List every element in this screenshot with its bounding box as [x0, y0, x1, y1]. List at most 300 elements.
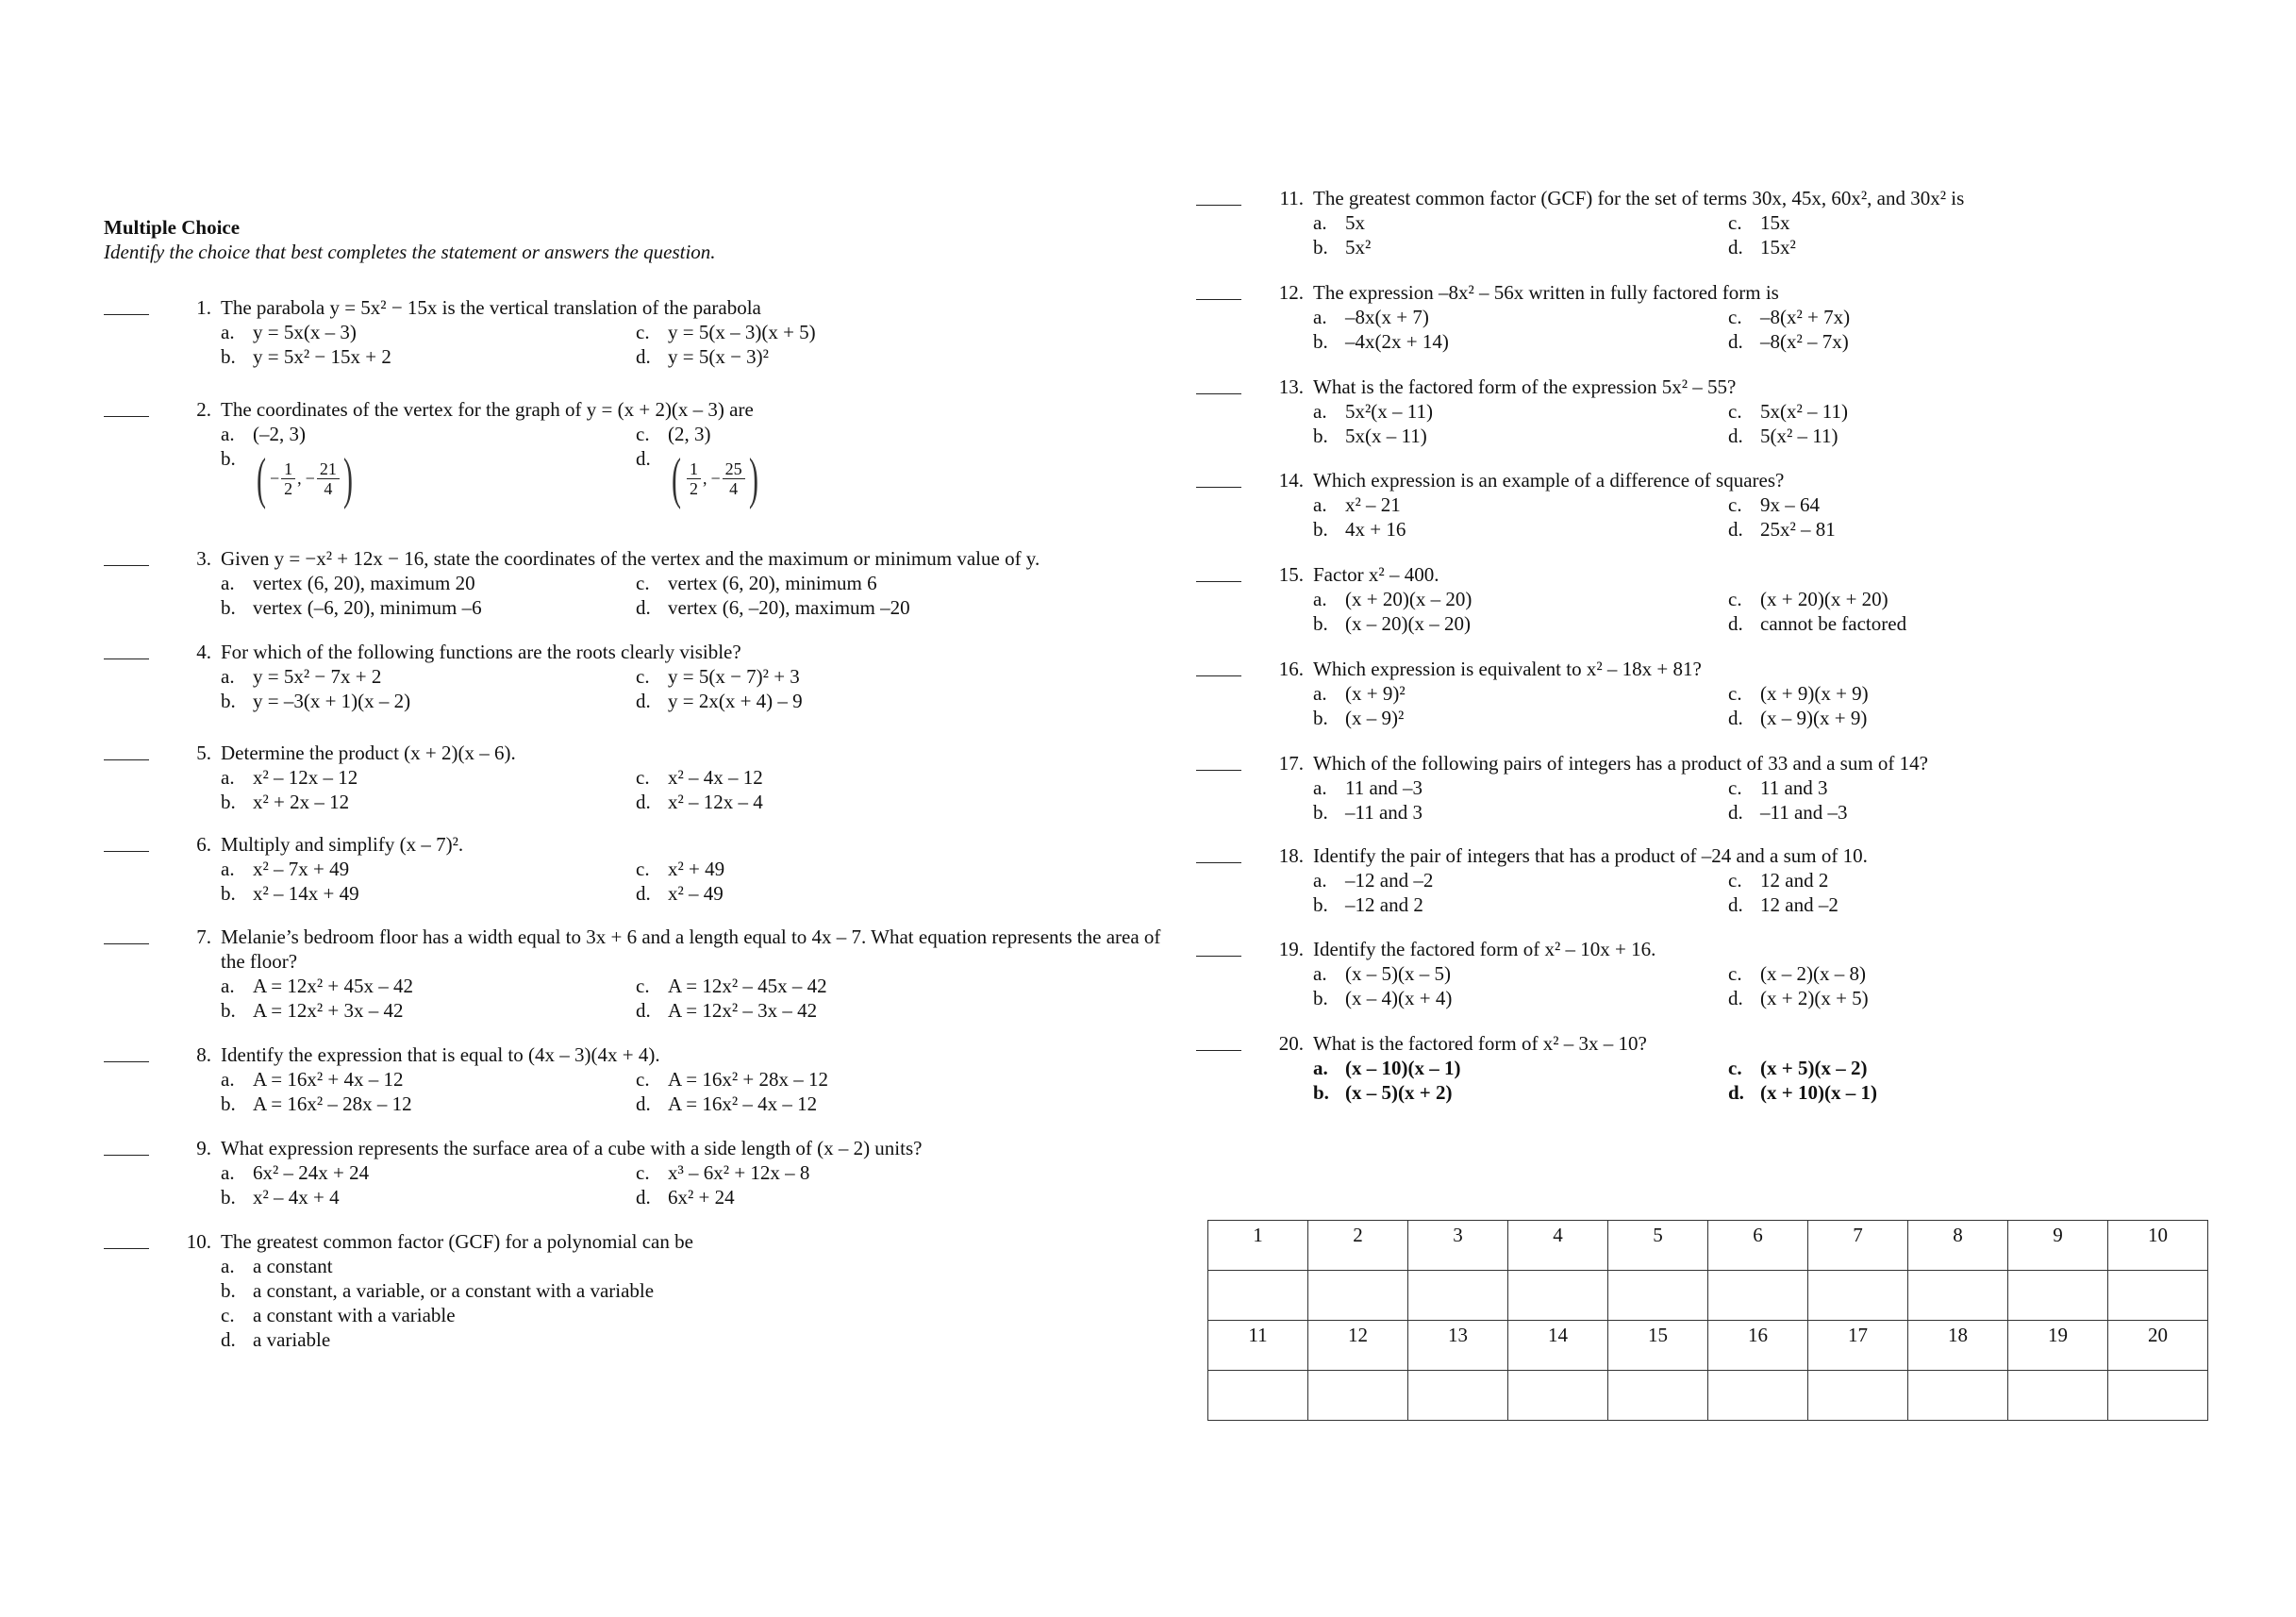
option-letter: a. — [1313, 588, 1327, 610]
question-number: 5. — [196, 742, 211, 764]
option-letter: d. — [1728, 236, 1743, 258]
question-12 — [1196, 280, 2243, 354]
option-letter: c. — [636, 572, 650, 594]
option-text: A = 12x² – 45x – 42 — [668, 975, 827, 997]
answer-blank[interactable] — [104, 759, 149, 760]
question-stem: Identify the factored form of x² – 10x + 16. — [1313, 938, 1656, 960]
options — [1304, 775, 2243, 825]
options — [211, 320, 1151, 369]
option[interactable] — [221, 344, 636, 369]
vertex-fraction: ( 1 2 , − $\frac{25}{4}$ ) — [672, 447, 758, 509]
option-letter: d. — [1728, 612, 1743, 635]
answer-blank[interactable] — [104, 851, 149, 852]
option-letter: a. — [1313, 493, 1327, 516]
option[interactable] — [1313, 305, 1728, 329]
option-letter: a. — [221, 1161, 235, 1184]
grid-number-cell: 18 — [1908, 1321, 2008, 1371]
option[interactable] — [1313, 961, 1728, 986]
grid-answer-cell[interactable] — [1808, 1371, 1908, 1421]
option[interactable] — [636, 1185, 1164, 1209]
options — [211, 857, 1151, 906]
option[interactable] — [1728, 1056, 2256, 1080]
option[interactable] — [636, 689, 1164, 713]
answer-blank[interactable] — [1196, 1050, 1241, 1051]
grid-answer-cell[interactable] — [1908, 1271, 2008, 1321]
question-14 — [1196, 468, 2243, 542]
option-letter: b. — [221, 690, 236, 712]
option[interactable] — [221, 571, 636, 595]
option[interactable] — [1728, 424, 2256, 448]
answer-blank[interactable] — [1196, 862, 1241, 863]
option[interactable] — [1728, 399, 2256, 424]
option-letter: b. — [1313, 893, 1328, 916]
answer-blank[interactable] — [104, 943, 149, 944]
option-letter: c. — [636, 975, 650, 997]
grid-number-cell: 13 — [1408, 1321, 1508, 1371]
answer-blank[interactable] — [104, 1248, 149, 1249]
option-text: (x – 2)(x – 8) — [1760, 962, 1866, 985]
question-stem: The expression –8x² – 56x written in fully factored form is — [1313, 281, 1779, 304]
option-letter: a. — [1313, 776, 1327, 799]
option[interactable] — [221, 881, 636, 906]
option-text: cannot be factored — [1760, 612, 1907, 635]
grid-number-cell: 1 — [1208, 1221, 1308, 1271]
grid-answer-cell[interactable] — [2108, 1271, 2208, 1321]
option[interactable] — [636, 1160, 1164, 1185]
option-text: vertex (6, –20), maximum –20 — [668, 596, 910, 619]
option[interactable] — [1313, 424, 1728, 448]
option[interactable] — [221, 320, 636, 344]
grid-number-cell: 10 — [2108, 1221, 2208, 1271]
answer-blank[interactable] — [104, 1155, 149, 1156]
question-8 — [104, 1042, 1151, 1116]
grid-answer-cell[interactable] — [1308, 1271, 1408, 1321]
option-letter: b. — [221, 447, 236, 470]
answer-blank[interactable] — [1196, 393, 1241, 394]
option-letter: c. — [1728, 588, 1742, 610]
option-letter: b. — [221, 596, 236, 619]
option-letter: d. — [1728, 425, 1743, 447]
option-text: A = 16x² – 4x – 12 — [668, 1092, 818, 1115]
grid-number-cell: 12 — [1308, 1321, 1408, 1371]
question-number: 7. — [196, 925, 211, 948]
answer-blank[interactable] — [1196, 487, 1241, 488]
option[interactable] — [221, 1327, 1164, 1352]
option-text: 4x + 16 — [1345, 518, 1406, 541]
option-letter: c. — [636, 1068, 650, 1091]
option[interactable] — [636, 998, 1164, 1023]
option[interactable] — [1728, 1080, 2256, 1105]
options — [211, 1160, 1151, 1209]
option[interactable] — [221, 422, 636, 446]
option[interactable] — [1728, 706, 2256, 730]
option-text: A = 12x² + 45x – 42 — [253, 975, 413, 997]
option[interactable] — [1728, 892, 2256, 917]
option[interactable] — [221, 974, 636, 998]
option-letter: d. — [221, 1328, 236, 1351]
option-text: y = 5x² − 7x + 2 — [253, 665, 382, 688]
grid-answer-cell[interactable] — [1708, 1371, 1808, 1421]
answer-blank[interactable] — [1196, 581, 1241, 582]
option[interactable] — [1313, 986, 1728, 1010]
option[interactable] — [1313, 611, 1728, 636]
option-text: –8(x² + 7x) — [1760, 306, 1851, 328]
option[interactable] — [221, 446, 636, 510]
option[interactable] — [221, 595, 636, 620]
option[interactable] — [636, 571, 1164, 595]
option[interactable] — [1313, 706, 1728, 730]
question-stem: Given y = −x² + 12x − 16, state the coordinates of the vertex and the maximum or minimum value of y. — [221, 547, 1040, 570]
option-letter: b. — [1313, 236, 1328, 258]
option[interactable] — [636, 1092, 1164, 1116]
option[interactable] — [636, 422, 1164, 446]
option[interactable] — [1313, 492, 1728, 517]
option-text: (x – 20)(x – 20) — [1345, 612, 1471, 635]
option[interactable] — [221, 1092, 636, 1116]
option-text: x² – 7x + 49 — [253, 858, 350, 880]
option[interactable] — [221, 1303, 1164, 1327]
option-letter: a. — [1313, 400, 1327, 423]
option[interactable] — [1728, 329, 2256, 354]
option[interactable] — [1313, 210, 1728, 235]
question-2 — [104, 397, 1151, 510]
option[interactable] — [221, 664, 636, 689]
grid-answer-cell[interactable] — [1508, 1271, 1608, 1321]
answer-blank[interactable] — [104, 565, 149, 566]
option-letter: c. — [1728, 306, 1742, 328]
grid-answer-cell[interactable] — [1608, 1271, 1708, 1321]
option[interactable] — [221, 1254, 1164, 1278]
question-stem: Melanie’s bedroom floor has a width equal to 3x + 6 and a length equal to 4x – 7. What equation represents the area of the floor? — [221, 925, 1161, 973]
question-3 — [104, 546, 1151, 620]
answer-blank[interactable] — [104, 314, 149, 315]
option-text: 5x²(x – 11) — [1345, 400, 1434, 423]
option-letter: d. — [1728, 1081, 1744, 1104]
option[interactable] — [636, 664, 1164, 689]
option-letter: a. — [1313, 869, 1327, 892]
option-text: A = 12x² + 3x – 42 — [253, 999, 404, 1022]
question-number: 11. — [1279, 187, 1304, 209]
option[interactable] — [1313, 681, 1728, 706]
grid-answer-cell[interactable] — [1408, 1271, 1508, 1321]
question-stem: Identify the pair of integers that has a product of –24 and a sum of 10. — [1313, 844, 1868, 867]
section-instructions: Identify the choice that best completes the statement or answers the question. — [104, 241, 716, 263]
question-number: 1. — [196, 296, 211, 319]
option-text: x² – 21 — [1345, 493, 1401, 516]
option-text: –12 and 2 — [1345, 893, 1423, 916]
grid-answer-cell[interactable] — [1208, 1271, 1308, 1321]
grid-answer-cell[interactable] — [1808, 1271, 1908, 1321]
option-text: (x – 5)(x – 5) — [1345, 962, 1451, 985]
question-stem: For which of the following functions are the roots clearly visible? — [221, 641, 741, 663]
question-stem: What is the factored form of the expression 5x² – 55? — [1313, 375, 1737, 398]
option-text: –12 and –2 — [1345, 869, 1434, 892]
option[interactable] — [1728, 305, 2256, 329]
option[interactable] — [221, 765, 636, 790]
option-letter: a. — [1313, 962, 1327, 985]
option-letter: c. — [1728, 400, 1742, 423]
option-letter: a. — [221, 423, 235, 445]
option-letter: a. — [1313, 682, 1327, 705]
option-text: (x + 9)(x + 9) — [1760, 682, 1869, 705]
option-letter: b. — [221, 1186, 236, 1209]
option-letter: b. — [1313, 518, 1328, 541]
option-text: 9x – 64 — [1760, 493, 1820, 516]
answer-blank[interactable] — [1196, 299, 1241, 300]
option[interactable] — [221, 857, 636, 881]
option-text: y = 5x² − 15x + 2 — [253, 345, 391, 368]
option[interactable] — [1728, 868, 2256, 892]
question-6 — [104, 832, 1151, 906]
question-stem: The parabola y = 5x² − 15x is the vertical translation of the parabola — [221, 296, 761, 319]
option[interactable] — [1313, 775, 1728, 800]
question-number: 4. — [196, 641, 211, 663]
option[interactable] — [636, 790, 1164, 814]
option[interactable] — [221, 1067, 636, 1092]
grid-number-cell: 2 — [1308, 1221, 1408, 1271]
question-stem: Which of the following pairs of integers has a product of 33 and a sum of 14? — [1313, 752, 1928, 775]
option[interactable] — [1313, 399, 1728, 424]
grid-answer-cell[interactable] — [1308, 1371, 1408, 1421]
question-11 — [1196, 186, 2243, 259]
option-letter: c. — [1728, 962, 1742, 985]
option-text: y = 2x(x + 4) – 9 — [668, 690, 803, 712]
option-text: a constant — [253, 1255, 333, 1277]
option[interactable] — [636, 320, 1164, 344]
option[interactable] — [1313, 587, 1728, 611]
grid-answer-cell[interactable] — [2008, 1371, 2108, 1421]
options — [1304, 961, 2243, 1010]
grid-answer-cell[interactable] — [1608, 1371, 1708, 1421]
answer-blank[interactable] — [1196, 205, 1241, 206]
options — [211, 1067, 1151, 1116]
option-text: 5x(x² – 11) — [1760, 400, 1849, 423]
grid-number-cell: 20 — [2108, 1321, 2208, 1371]
question-10 — [104, 1229, 1151, 1352]
option-text: y = 5x(x – 3) — [253, 321, 357, 343]
answer-blank[interactable] — [1196, 675, 1241, 676]
option-text: (x + 2)(x + 5) — [1760, 987, 1869, 1009]
option-text: 5x — [1345, 211, 1365, 234]
option-letter: a. — [221, 321, 235, 343]
option[interactable] — [1313, 235, 1728, 259]
options — [1304, 681, 2243, 730]
option-letter: a. — [1313, 211, 1327, 234]
grid-answer-cell[interactable] — [1408, 1371, 1508, 1421]
grid-answer-cell[interactable] — [1908, 1371, 2008, 1421]
option[interactable] — [1313, 329, 1728, 354]
option[interactable] — [221, 1278, 1164, 1303]
question-number: 2. — [196, 398, 211, 421]
answer-blank[interactable] — [104, 1061, 149, 1062]
grid-number-cell: 17 — [1808, 1321, 1908, 1371]
option[interactable] — [636, 857, 1164, 881]
option[interactable] — [221, 689, 636, 713]
option-letter: c. — [1728, 1057, 1742, 1079]
question-9 — [104, 1136, 1151, 1209]
option-letter: b. — [221, 1279, 236, 1302]
question-number: 10. — [186, 1230, 211, 1253]
grid-number-cell: 3 — [1408, 1221, 1508, 1271]
option[interactable] — [636, 595, 1164, 620]
option[interactable] — [221, 790, 636, 814]
option-letter: b. — [1313, 707, 1328, 729]
option-text: –11 and –3 — [1760, 801, 1848, 824]
answer-blank[interactable] — [104, 416, 149, 417]
question-stem: The coordinates of the vertex for the graph of y = (x + 2)(x – 3) are — [221, 398, 754, 421]
option-letter: b. — [221, 345, 236, 368]
grid-number-cell: 14 — [1508, 1321, 1608, 1371]
option[interactable] — [1728, 611, 2256, 636]
option-text: 25x² – 81 — [1760, 518, 1836, 541]
option-text: (x – 5)(x + 2) — [1345, 1081, 1453, 1104]
option-text: –8x(x + 7) — [1345, 306, 1429, 328]
question-13 — [1196, 375, 2243, 448]
option[interactable] — [1313, 1080, 1728, 1105]
answer-blank[interactable] — [1196, 956, 1241, 957]
question-18 — [1196, 843, 2243, 917]
option-text: x² – 12x – 4 — [668, 791, 763, 813]
grid-answer-cell[interactable] — [1208, 1371, 1308, 1421]
option[interactable] — [1728, 775, 2256, 800]
options — [1304, 210, 2243, 259]
question-number: 16. — [1278, 658, 1304, 680]
question-15 — [1196, 562, 2243, 636]
option-letter: c. — [1728, 493, 1742, 516]
option-letter: c. — [1728, 776, 1742, 799]
option[interactable] — [221, 1185, 636, 1209]
option[interactable] — [636, 446, 1164, 510]
grid-answer-cell[interactable] — [1508, 1371, 1608, 1421]
options — [211, 664, 1151, 713]
option[interactable] — [1728, 492, 2256, 517]
option-text: vertex (6, 20), maximum 20 — [253, 572, 475, 594]
grid-answer-cell[interactable] — [2008, 1271, 2108, 1321]
grid-number-cell: 11 — [1208, 1321, 1308, 1371]
grid-number-cell: 19 — [2008, 1321, 2108, 1371]
answer-blank[interactable] — [104, 658, 149, 659]
option-letter: c. — [636, 858, 650, 880]
option[interactable] — [1728, 986, 2256, 1010]
question-1 — [104, 295, 1151, 369]
question-stem: Factor x² – 400. — [1313, 563, 1439, 586]
option-text: (x + 9)² — [1345, 682, 1406, 705]
option-text: 15x² — [1760, 236, 1796, 258]
option[interactable] — [1313, 1056, 1728, 1080]
option-text: vertex (6, 20), minimum 6 — [668, 572, 877, 594]
option[interactable] — [1728, 800, 2256, 825]
question-number: 12. — [1278, 281, 1304, 304]
option[interactable] — [636, 881, 1164, 906]
option[interactable] — [1313, 868, 1728, 892]
answer-blank[interactable] — [1196, 770, 1241, 771]
option[interactable] — [636, 344, 1164, 369]
grid-number-cell: 4 — [1508, 1221, 1608, 1271]
question-stem: Identify the expression that is equal to (4x – 3)(4x + 4). — [221, 1043, 660, 1066]
option[interactable] — [1313, 892, 1728, 917]
question-5 — [104, 741, 1151, 814]
grid-answer-cell[interactable] — [2108, 1371, 2208, 1421]
option-letter: b. — [1313, 425, 1328, 447]
option-letter: b. — [1313, 330, 1328, 353]
option-text: (x + 5)(x – 2) — [1760, 1057, 1868, 1079]
option[interactable] — [1728, 235, 2256, 259]
option-letter: d. — [636, 791, 651, 813]
option-text: 5(x² – 11) — [1760, 425, 1838, 447]
options — [211, 1254, 1151, 1352]
option-text: 5x(x – 11) — [1345, 425, 1427, 447]
grid-answer-cell[interactable] — [1708, 1271, 1808, 1321]
question-number: 18. — [1278, 844, 1304, 867]
option-text: x² – 14x + 49 — [253, 882, 359, 905]
option-letter: d. — [1728, 801, 1743, 824]
question-19 — [1196, 937, 2243, 1010]
question-stem: The greatest common factor (GCF) for a polynomial can be — [221, 1230, 693, 1253]
question-stem: Multiply and simplify (x – 7)². — [221, 833, 464, 856]
options — [1304, 587, 2243, 636]
question-stem: Which expression is an example of a difference of squares? — [1313, 469, 1785, 492]
option-text: 11 and –3 — [1345, 776, 1423, 799]
option-text: (x – 9)² — [1345, 707, 1405, 729]
option[interactable] — [1313, 800, 1728, 825]
option-text: (x – 10)(x – 1) — [1345, 1057, 1461, 1079]
options — [211, 571, 1151, 620]
option-letter: c. — [636, 423, 650, 445]
section-title: Multiple Choice — [104, 216, 241, 239]
option-text: y = 5(x − 7)² + 3 — [668, 665, 800, 688]
option[interactable] — [1728, 961, 2256, 986]
options — [211, 765, 1151, 814]
option[interactable] — [636, 1067, 1164, 1092]
option-letter: a. — [1313, 1057, 1328, 1079]
option-text: x² – 4x + 4 — [253, 1186, 340, 1209]
option-text: a constant with a variable — [253, 1304, 456, 1326]
question-number: 20. — [1278, 1032, 1304, 1055]
option-letter: a. — [221, 858, 235, 880]
option[interactable] — [636, 765, 1164, 790]
option[interactable] — [1728, 210, 2256, 235]
option-text: a constant, a variable, or a constant with a variable — [253, 1279, 655, 1302]
option[interactable] — [1728, 681, 2256, 706]
option[interactable] — [221, 998, 636, 1023]
option-text: 12 and –2 — [1760, 893, 1838, 916]
option[interactable] — [636, 974, 1164, 998]
option[interactable] — [1728, 517, 2256, 542]
question-number: 9. — [196, 1137, 211, 1159]
question-stem: What expression represents the surface area of a cube with a side length of (x – 2) units? — [221, 1137, 923, 1159]
option-text: A = 12x² – 3x – 42 — [668, 999, 818, 1022]
option-letter: a. — [221, 975, 235, 997]
option[interactable] — [221, 1160, 636, 1185]
option-text: (x – 9)(x + 9) — [1760, 707, 1868, 729]
option-text: x² + 2x – 12 — [253, 791, 350, 813]
option-letter: b. — [221, 882, 236, 905]
grid-number-cell: 5 — [1608, 1221, 1708, 1271]
question-number: 8. — [196, 1043, 211, 1066]
option-letter: c. — [636, 766, 650, 789]
option-text: (–2, 3) — [253, 423, 306, 445]
option[interactable] — [1313, 517, 1728, 542]
grid-number-cell: 16 — [1708, 1321, 1808, 1371]
option-text: 5x² — [1345, 236, 1372, 258]
question-number: 3. — [196, 547, 211, 570]
option-text: a variable — [253, 1328, 331, 1351]
option-letter: d. — [636, 1186, 651, 1209]
option[interactable] — [1728, 587, 2256, 611]
answer-grid — [1207, 1220, 2208, 1421]
option-letter: a. — [221, 1068, 235, 1091]
option-letter: c. — [1728, 211, 1742, 234]
